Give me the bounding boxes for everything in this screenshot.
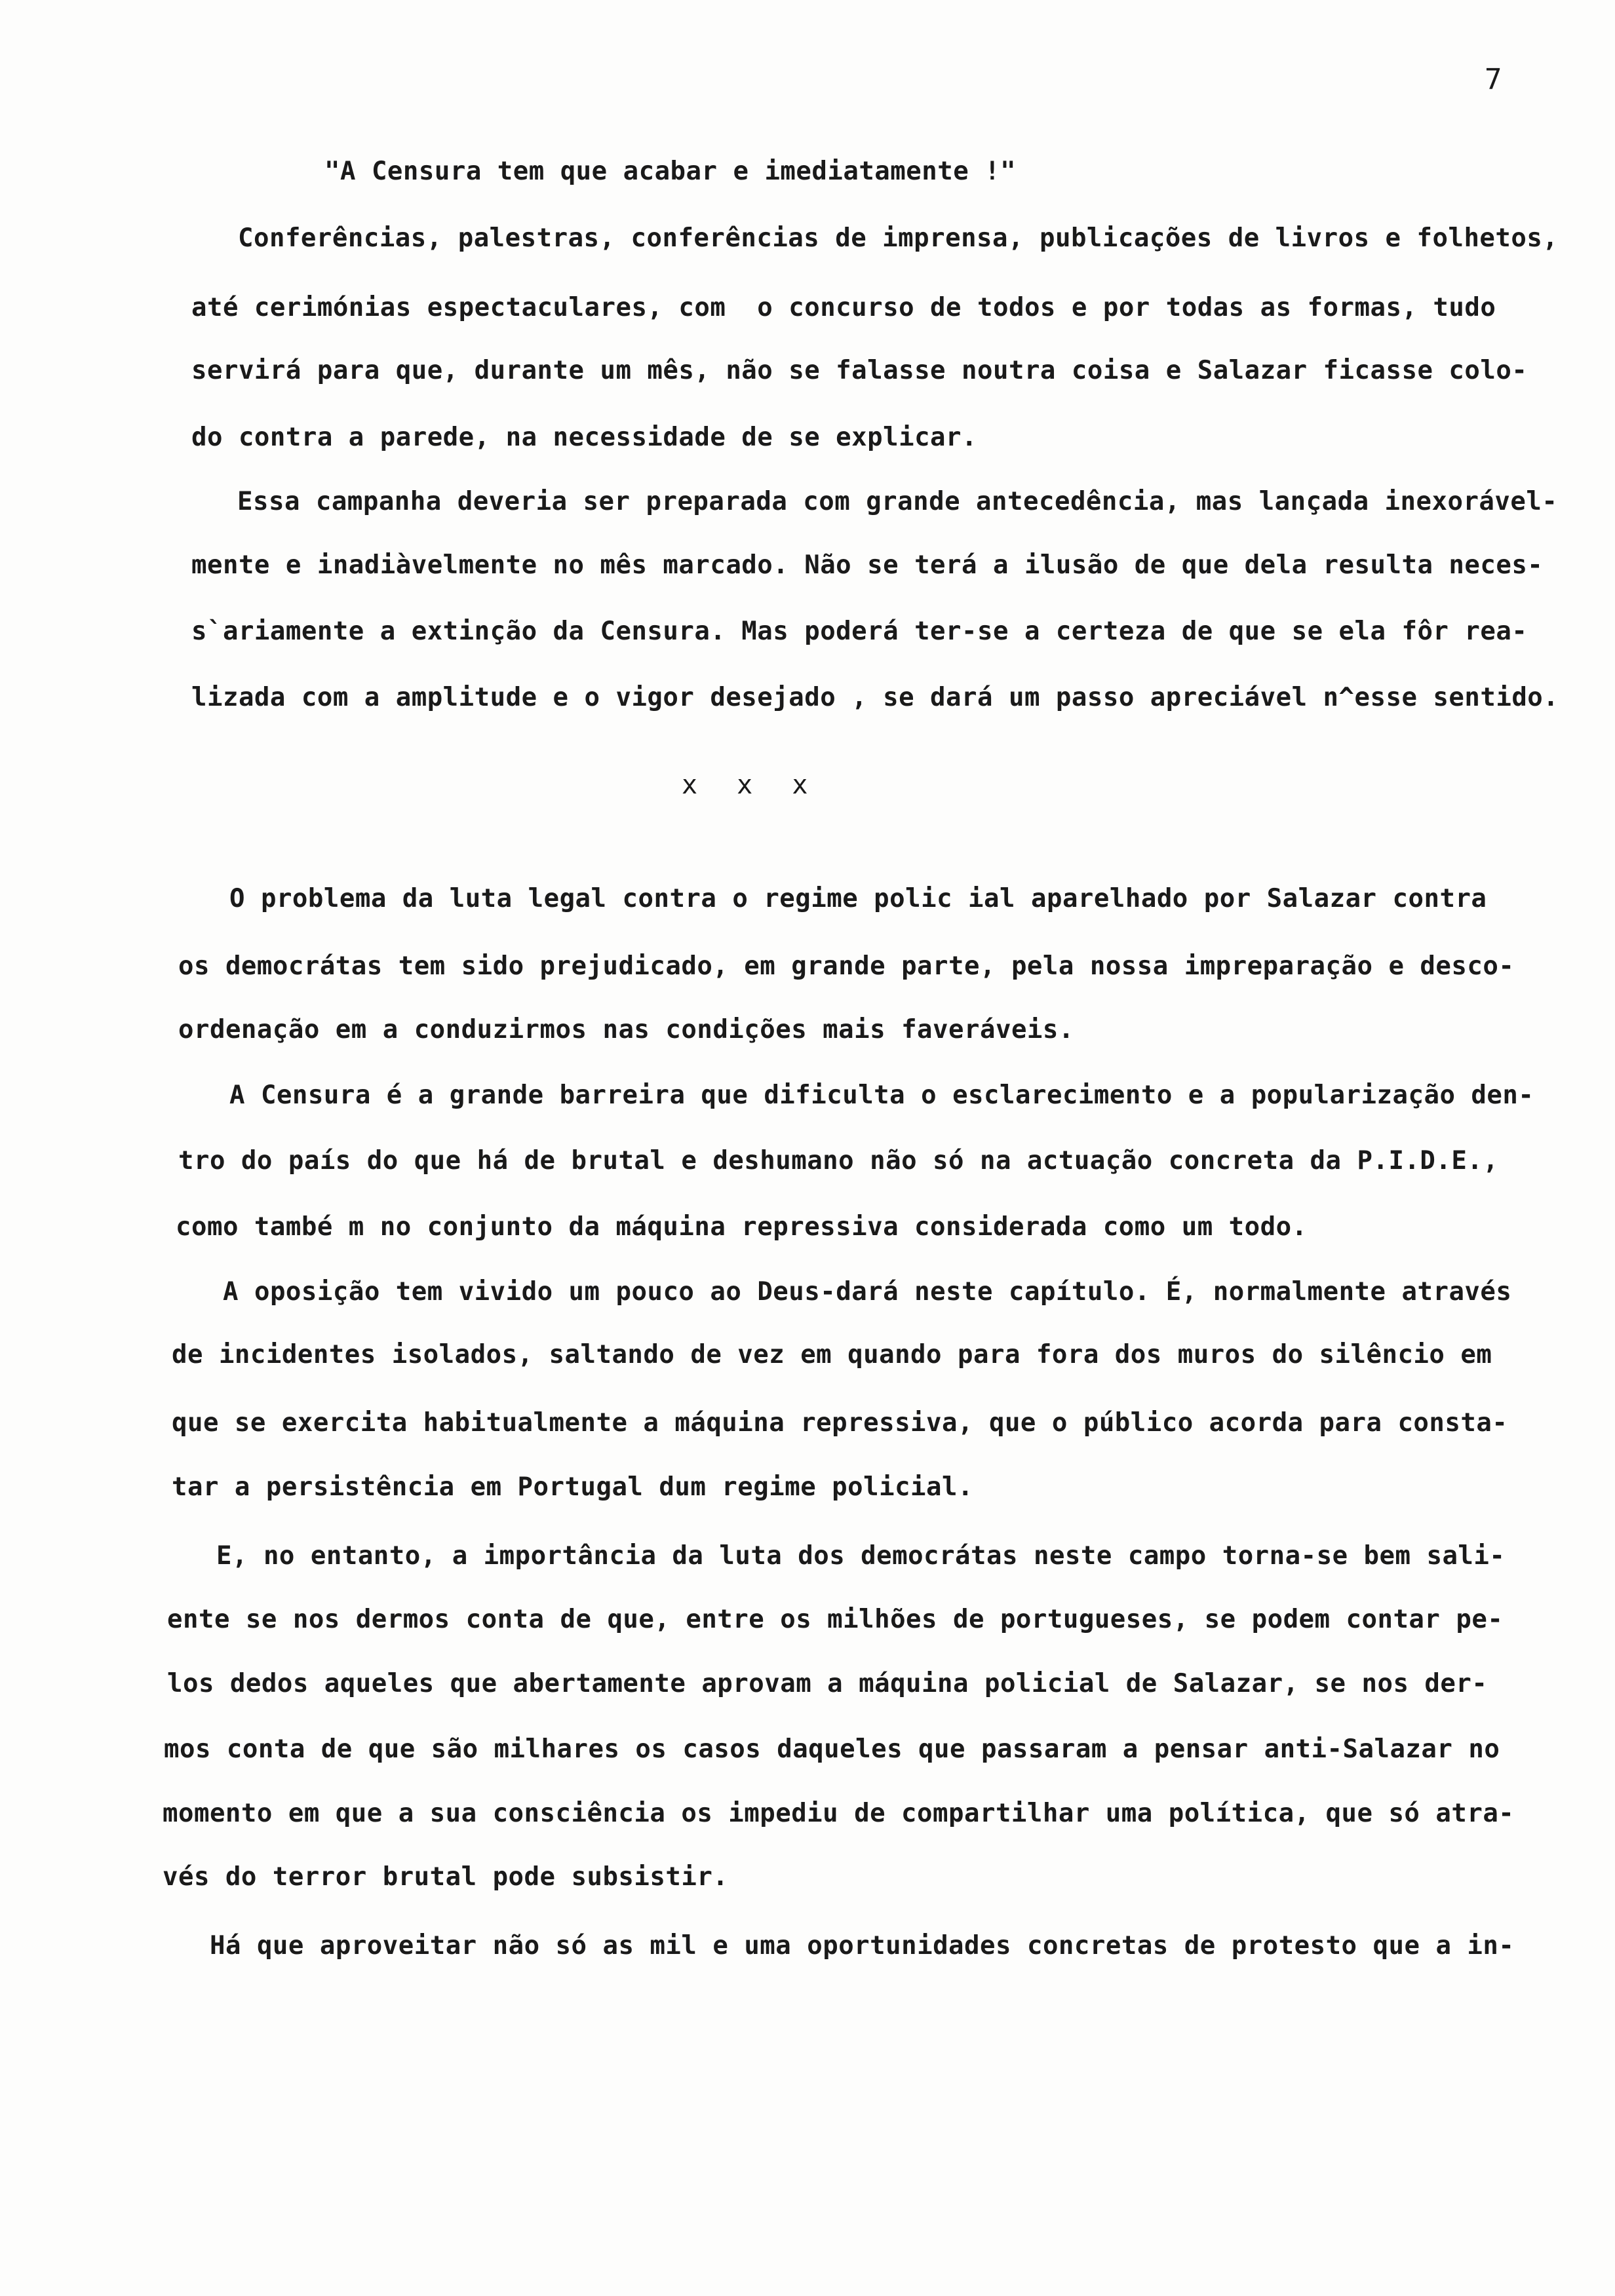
page-number: 7 (1485, 63, 1502, 96)
text-line: momento em que a sua consciência os impediu de compartilhar uma política, que só atra- (163, 1799, 1515, 1828)
text-line: Essa campanha deveria ser preparada com grande antecedência, mas lançada inexorável- (237, 487, 1558, 516)
text-line: mos conta de que são milhares os casos daqueles que passaram a pensar anti-Salazar no (164, 1734, 1500, 1764)
text-line: A oposição tem vivido um pouco ao Deus-dará neste capítulo. É, normalmente através (223, 1277, 1512, 1307)
text-line: s`ariamente a extinção da Censura. Mas poderá ter-se a certeza de que se ela fôr rea- (191, 617, 1528, 646)
text-line: tro do país do que há de brutal e deshumano não só na actuação concreta da P.I.D.E., (178, 1146, 1499, 1176)
text-line: "A Censura tem que acabar e imediatamente !" (324, 157, 1017, 186)
text-line: O problema da luta legal contra o regime polic ial aparelhado por Salazar contra (229, 884, 1487, 913)
text-line: que se exercita habitualmente a máquina repressiva, que o público acorda para consta- (172, 1408, 1508, 1438)
text-line: A Censura é a grande barreira que dificulta o esclarecimento e a popularização den- (229, 1081, 1534, 1110)
text-line: E, no entanto, a importância da luta dos democrátas neste campo torna-se bem sali- (216, 1541, 1506, 1571)
text-line: ente se nos dermos conta de que, entre os milhões de portugueses, se podem contar pe- (167, 1605, 1504, 1634)
section-separator: x x x (682, 770, 820, 800)
text-line: até cerimónias espectaculares, com o concurso de todos e por todas as formas, tudo (191, 293, 1496, 322)
text-line: mente e inadiàvelmente no mês marcado. Não se terá a ilusão de que dela resulta neces- (191, 550, 1544, 580)
text-line: tar a persistência em Portugal dum regime policial. (172, 1472, 973, 1502)
text-line: servirá para que, durante um mês, não se falasse noutra coisa e Salazar ficasse colo- (191, 356, 1528, 385)
text-line: de incidentes isolados, saltando de vez em quando para fora dos muros do silêncio em (172, 1340, 1492, 1369)
text-line: ordenação em a conduzirmos nas condições mais faveráveis. (178, 1015, 1074, 1044)
text-line: como també m no conjunto da máquina repressiva considerada como um todo. (176, 1212, 1308, 1242)
text-line: Conferências, palestras, conferências de imprensa, publicações de livros e folhetos, (238, 223, 1559, 253)
text-line: do contra a parede, na necessidade de se explicar. (191, 423, 977, 452)
text-line: lizada com a amplitude e o vigor desejado , se dará um passo apreciável n^esse sentido. (191, 683, 1559, 712)
text-line: os democrátas tem sido prejudicado, em grande parte, pela nossa impreparação e desco- (178, 951, 1515, 981)
text-line: vés do terror brutal pode subsistir. (163, 1862, 729, 1892)
text-line: Há que aproveitar não só as mil e uma oportunidades concretas de protesto que a in- (210, 1931, 1515, 1961)
text-line: los dedos aqueles que abertamente aprovam a máquina policial de Salazar, se nos der- (167, 1669, 1488, 1698)
